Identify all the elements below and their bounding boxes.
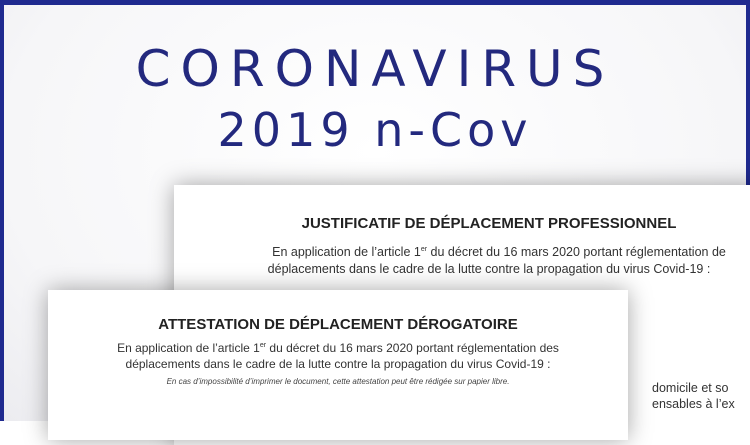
intro-suffix: du décret du 16 mars 2020 portant réglementation de [427,245,726,259]
document-attestation-intro-line1 [48,341,628,355]
intro-sup: er [259,342,267,349]
document-attestation-title: ATTESTATION DE DÉPLACEMENT DÉROGATOIRE [158,316,518,333]
intro-sup: er [420,245,428,253]
headline-2019-ncov: 2019 n-Cov [217,103,533,157]
document-justificatif-fragment1: domicile et so [652,381,729,395]
document-attestation-note: En cas d’impossibilité d’imprimer le document, cette attestation peut être rédigée sur papier libre. [166,377,510,386]
intro-suffix: du décret du 16 mars 2020 portant réglementation des [266,341,559,355]
headline-coronavirus: CORONAVIRUS [135,40,615,98]
document-justificatif-title: JUSTIFICATIF DE DÉPLACEMENT PROFESSIONNEL [301,215,677,232]
document-attestation [48,290,628,440]
document-justificatif-intro-line1 [174,245,750,259]
document-justificatif-fragment2: ensables à l’ex [652,397,735,411]
document-justificatif-intro-line2: déplacements dans le cadre de la lutte contre la propagation du virus Covid-19 : [267,262,711,276]
intro-prefix: En application de l’article 1 [117,341,260,355]
document-attestation-intro-line2: déplacements dans le cadre de la lutte contre la propagation du virus Covid-19 : [125,357,551,371]
intro-prefix: En application de l’article 1 [272,245,421,259]
